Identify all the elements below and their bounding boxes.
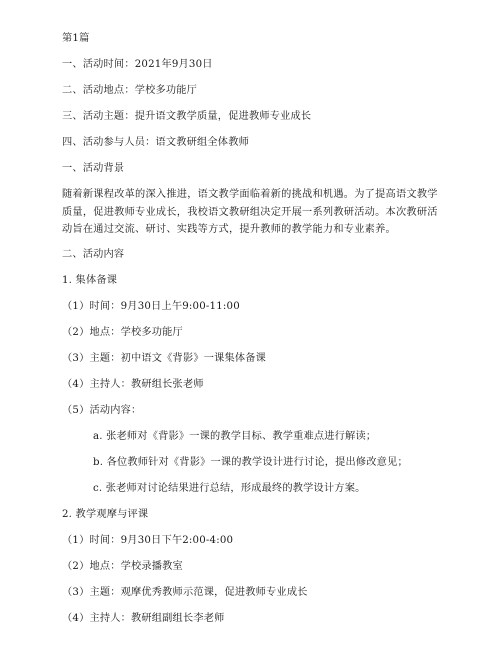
item1-step-c: c. 张老师对讨论结果进行总结，形成最终的教学设计方案。 xyxy=(93,483,366,494)
background-line: 质量，促进教师专业成长，我校语文教研组决定开展一系列教研活动。本次教研活 xyxy=(62,206,438,218)
item2-title: 2. 教学观摩与评课 xyxy=(62,509,149,520)
info-place: 二、活动地点：学校多功能厅 xyxy=(62,85,198,96)
item1-step-a: a. 张老师对《背影》一课的教学目标、教学重难点进行解读； xyxy=(93,431,377,442)
item2-time: （1）时间：9月30日下午2:00-4:00 xyxy=(62,535,234,546)
section-title: 第1篇 xyxy=(62,33,90,44)
info-participants: 四、活动参与人员：语文教研组全体教师 xyxy=(62,137,249,148)
item1-host: （4）主持人：教研组长张老师 xyxy=(62,379,204,390)
background-line: 随着新课程改革的深入推进，语文教学面临着新的挑战和机遇。为了提高语文教学 xyxy=(62,189,438,200)
item1-step-b: b. 各位教师针对《背影》一课的教学设计进行讨论，提出修改意见； xyxy=(93,457,408,468)
info-time: 一、活动时间：2021年9月30日 xyxy=(62,59,213,70)
item2-host: （4）主持人：教研组副组长李老师 xyxy=(62,613,225,624)
content-heading: 二、活动内容 xyxy=(62,249,125,260)
background-heading: 一、活动背景 xyxy=(62,163,125,174)
item1-time: （1）时间：9月30日上午9:00-11:00 xyxy=(62,301,240,312)
background-line: 动旨在通过交流、研讨、实践等方式，提升教师的教学能力和专业素养。 xyxy=(62,224,396,235)
info-theme: 三、活动主题：提升语文教学质量，促进教师专业成长 xyxy=(62,111,312,122)
item2-place: （2）地点：学校录播教室 xyxy=(62,561,183,572)
item1-place: （2）地点：学校多功能厅 xyxy=(62,327,183,338)
item1-theme: （3）主题：初中语文《背影》一课集体备课 xyxy=(62,353,267,364)
item2-theme: （3）主题：观摩优秀教师示范课，促进教师专业成长 xyxy=(62,587,308,598)
item1-content-label: （5）活动内容： xyxy=(62,405,142,416)
background-paragraph xyxy=(62,186,446,239)
item1-title: 1. 集体备课 xyxy=(62,275,118,286)
